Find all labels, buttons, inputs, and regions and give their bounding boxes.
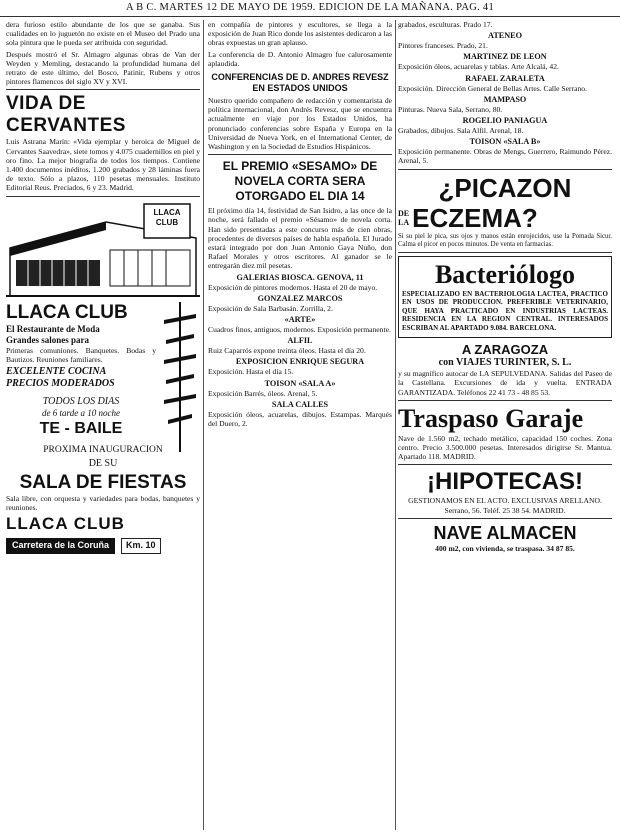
- gallery-text: Grabados, dibujos. Sala Alfil. Arenal, 18.: [398, 126, 524, 136]
- bact-text: ESPECIALIZADO EN BACTERIOLOGIA LACTEA, PRACTICO EN USOS DE PRODUCCION. PREFERIBLE VETERINARIO, QUE HAYA PRACTICADO EN INDUSTRIAS LACTEAS. RESIDENCIA EN LA REGION CENTRAL. INTERESADOS ESCRIBAN AL APARTADO 9.084. BARCELONA.: [402, 289, 608, 332]
- exhib-text: Exposición de pintores modernos. Hasta el 20 de mayo.: [208, 282, 378, 292]
- article-text: Después mostró el Sr. Almagro algunas obras de Van der Weyden y Memling, destacando la profundidad humana del retrato de este último, del Bosco, Patinir, Rubens y otros pintores flamencos del siglo XV y XVI.: [6, 49, 200, 87]
- exhib-name: TOISON «SALA A»: [264, 378, 336, 388]
- exhib-name: EXPOSICION ENRIQUE SEGURA: [235, 357, 365, 367]
- gallery-text: Exposición. Dirección General de Bellas Artes. Calle Serrano.: [398, 83, 587, 93]
- salones-line: Grandes salones para: [6, 334, 90, 345]
- gallery-text: Pintores franceses. Prado, 21.: [398, 41, 488, 51]
- nave-headline: NAVE ALMACEN: [433, 522, 577, 543]
- gallery-text: Exposición permanente. Obras de Mengs, Guerrero, Raimundo Pérez. Arenal, 5.: [398, 147, 612, 166]
- picazon-headline-1: ¿PICAZON: [438, 172, 572, 203]
- gallery-text: Pinturas. Nueva Sala, Serrano, 80.: [398, 104, 503, 114]
- column-middle: [208, 20, 392, 832]
- restaurante-line: El Restaurante de Moda: [6, 323, 100, 334]
- zaragoza-text: y su magnífico autocar de LA SEPULVEDANA. Salidas del Paseo de la Castellana. Excursiones de ida y vuelta. ENTRADA GARANTIZADA. Teléfonos 22 41 73 - 48 85 53.: [398, 369, 612, 397]
- gallery-name: ROGELIO PANIAGUA: [462, 116, 548, 126]
- precios-line: PRECIOS MODERADOS: [6, 378, 115, 390]
- exhib-text: Cuadros finos, antiguos, modernos. Exposición permanente.: [208, 325, 391, 335]
- column-rule-2: [395, 20, 396, 830]
- ad-text-vida: Luis Astrana Marín: «Vida ejemplar y heroica de Miguel de Cervantes Saavedra», siete tomos y 4.075 cuadernillos en piel y oro fino. La mejor biografía de todos los tiempos. Contiene 1.400 documentos inéditos, 1.200 grabados y 28 láminas fuera de texto. Sólo a plazos, 110 pesetas mensuales. Instituto Editorial Reus. Preciados, 6 y 23. Madrid.: [6, 137, 200, 193]
- divider: [6, 196, 200, 197]
- footer-club-name: LLACA CLUB: [6, 514, 125, 534]
- picazon-la: LA: [398, 217, 410, 227]
- proxima-line: PROXIMA INAUGURACION: [43, 445, 163, 456]
- article-text: grabados, esculturas. Prado 17.: [398, 20, 493, 29]
- gallery-name: MAMPASO: [483, 94, 527, 104]
- horario-line: de 6 tarde a 10 noche: [42, 408, 120, 419]
- hipotecas-headline: ¡HIPOTECAS!: [427, 468, 583, 496]
- exhib-name: «ARTE»: [284, 315, 316, 325]
- exhib-name: SALA CALLES: [271, 399, 329, 409]
- column-rule-1: [203, 20, 204, 830]
- divider: [398, 518, 612, 519]
- traspaso-headline: Traspaso Garaje: [398, 403, 584, 433]
- conf-headline: CONFERENCIAS DE D. ANDRES REVESZ EN ESTADOS UNIDOS: [211, 72, 389, 94]
- traspaso-text: Nave de 1.560 m2, techado metálico, capacidad 150 coches. Zona centro. Precio 3.500.000 pesetas. Interesados dirigirse Sr. Mantua. Apartado 118. MADRID.: [398, 433, 612, 462]
- page-header-text: A B C. MARTES 12 DE MAYO DE 1959. EDICION DE LA MAÑANA. PAG. 41: [125, 2, 495, 13]
- exhib-text: Exposición Barrés, óleos. Arenal, 5.: [208, 388, 318, 398]
- divider: [398, 169, 612, 170]
- sala-text: Sala libre, con orquesta y variedades para bodas, banquetes y reuniones.: [6, 494, 200, 513]
- divider: [398, 464, 612, 465]
- gallery-name: ATENEO: [488, 31, 522, 41]
- column-left: [6, 20, 200, 832]
- exhib-text: Exposición. Hasta el día 15.: [208, 367, 294, 377]
- exhib-text: Exposición de Sala Barbasán. Zorrilla, 2.: [208, 303, 333, 313]
- premio-headline: EL PREMIO «SESAMO» DE NOVELA CORTA SERA OTORGADO EL DIA 14: [222, 159, 378, 204]
- article-text: dera furioso estilo abundante de los que se ganaba. Sus cualidades en lo juguetón no existe en el Museo del Prado una sola pintura que le pueda ser atribuida con seguridad.: [6, 20, 200, 48]
- exhib-name: GALERIAS BIOSCA. GENOVA, 11: [236, 272, 364, 282]
- exhib-name: GONZALEZ MARCOS: [257, 293, 343, 303]
- article-text: en compañía de pintores y escultores, se llega a la exposición de Juan Rico donde los asistentes dedicaron a las obras expuestas un gran aplauso.: [208, 20, 392, 48]
- tebaile-line: TE - BAILE: [39, 420, 123, 438]
- picazon-ad: [398, 173, 612, 249]
- exhib-name: ALFIL: [287, 336, 313, 346]
- page-header: [0, 2, 620, 17]
- banquets-text: Primeras comuniones. Banquetes. Bodas y Bautizos. Reuniones familiares.: [6, 345, 156, 364]
- gallery-name: RAFAEL ZARALETA: [465, 73, 545, 83]
- todos-line: TODOS LOS DIAS: [42, 396, 120, 408]
- llaca-sign-text: LLACA CLUB: [153, 207, 181, 227]
- divider: [398, 400, 612, 401]
- nave-text: 400 m2, con vivienda, se traspasa. 34 87 85.: [435, 543, 575, 553]
- sala-line: SALA DE FIESTAS: [19, 472, 187, 494]
- divider: [6, 89, 200, 90]
- picazon-de: DE: [398, 208, 410, 218]
- km-marker: Km. 10: [121, 538, 161, 553]
- premio-text: El próximo día 14, festividad de San Isidro, a las once de la noche, será fallado el premio «Sésamo» de novela corta. Han sido presentadas a este concurso más de cien obras, procedentes de diversos países de habla española. El Jurado estará integrado por don Juan Antonio Gaya Nuño, don Rafael Morales y otros escritores. Al ganador se le entregarán diez mil pesetas.: [208, 206, 392, 271]
- de-su-line: DE SU: [88, 458, 118, 470]
- picazon-text: Si su piel le pica, sus ojos y manos están enrojecidos, use la Pomada Sicur. Calma el picor en pocos minutos. De venta en farmacias.: [398, 232, 612, 248]
- lamp-illustration: [160, 302, 200, 452]
- zaragoza-headline: A ZARAGOZA: [461, 342, 549, 358]
- conf-text: Nuestro querido compañero de redacción y comentarista de política internacional, don Andrés Revesz, que se encuentra actualmente en viaje por los Estados Unidos, ha pronunciado conferencias sobre España y Europa en la Universidad de Nueva York, en el International Center, de Washington y en la Sociedad de Estudios Hispánicos.: [208, 96, 392, 152]
- bacteriologo-ad: [398, 256, 612, 339]
- bact-headline: Bacteriólogo: [434, 259, 576, 289]
- gallery-name: MARTINEZ DE LEON: [463, 52, 547, 62]
- hipotecas-text: GESTIONAMOS EN EL ACTO. EXCLUSIVAS ARELLANO. Serrano, 56. Teléf. 25 38 54. MADRID.: [408, 496, 602, 515]
- exhib-text: Exposición óleos, acuarelas, dibujos. Estampas. Marqués del Duero, 2.: [208, 409, 392, 429]
- carretera-label: Carretera de la Coruña: [6, 538, 115, 553]
- ad-title-vida: VIDA DE CERVANTES: [6, 93, 126, 137]
- column-right: [398, 20, 612, 832]
- picazon-headline-2: ECZEMA?: [412, 202, 538, 233]
- divider: [208, 154, 392, 155]
- gallery-name: TOISON «SALA B»: [469, 137, 541, 147]
- llaca-club-illustration: [6, 200, 200, 300]
- zaragoza-sub: con VIAJES TURINTER, S. L.: [438, 357, 572, 369]
- exhib-text: Ruiz Caparrós expone treinta óleos. Hasta el día 20.: [208, 346, 366, 356]
- article-text: La conferencia de D. Antonio Almagro fue calurosamente aplaudida.: [208, 49, 392, 68]
- cocina-line: EXCELENTE COCINA: [6, 366, 107, 378]
- club-name: LLACA CLUB: [6, 301, 128, 323]
- divider: [398, 252, 612, 253]
- gallery-text: Exposición óleos, acuarelas y tablas. Arte Alcalá, 42.: [398, 62, 559, 72]
